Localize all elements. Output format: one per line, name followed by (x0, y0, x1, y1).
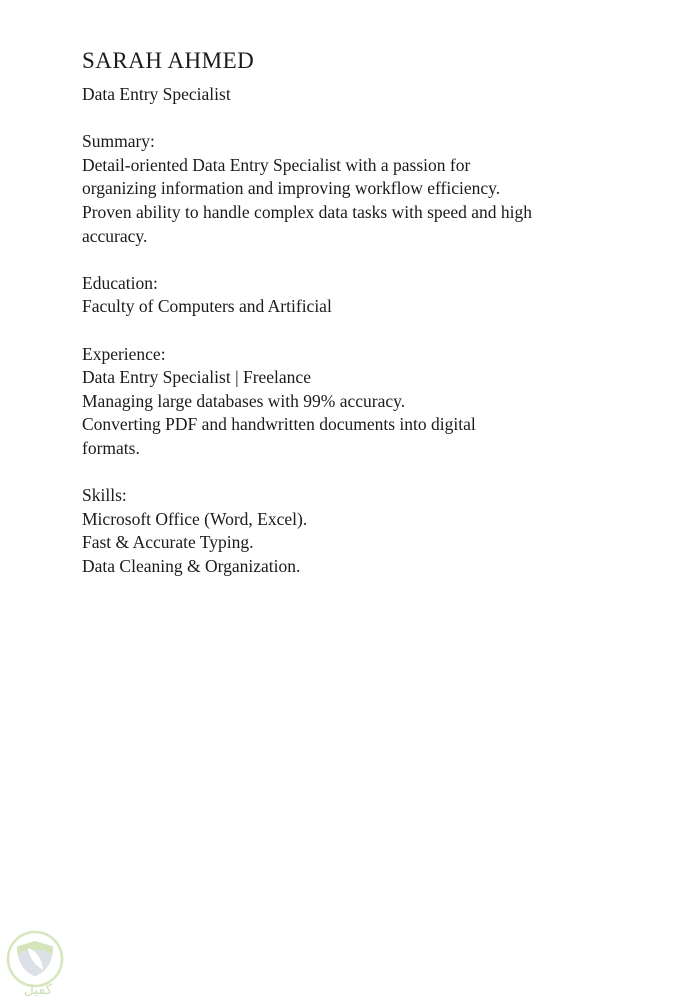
experience-line: Data Entry Specialist | Freelance (82, 367, 311, 388)
shield-badge-icon (2, 928, 68, 1000)
resume-job-title: Data Entry Specialist (82, 84, 231, 104)
education-line: Faculty of Computers and Artificial (82, 296, 332, 317)
summary-line: Proven ability to handle complex data tasks with speed and high (82, 201, 533, 222)
skills-line: Microsoft Office (Word, Excel). (82, 508, 308, 529)
experience-line: Managing large databases with 99% accuracy. (82, 390, 406, 411)
summary-line: accuracy. (82, 225, 148, 246)
section-heading: Experience: (82, 343, 166, 364)
experience-line: Converting PDF and handwritten documents into digital (82, 414, 476, 435)
section-skills (82, 484, 627, 578)
section-summary (82, 130, 627, 248)
section-education (82, 272, 627, 319)
skills-line: Data Cleaning & Organization. (82, 555, 301, 576)
summary-line: organizing information and improving workflow efficiency. (82, 178, 501, 199)
experience-line: formats. (82, 437, 140, 458)
resume-name: SARAH AHMED (82, 48, 255, 73)
watermark-text: كفيل (23, 982, 53, 998)
section-experience (82, 343, 627, 461)
section-heading: Summary: (82, 131, 155, 152)
resume-content (82, 46, 627, 578)
watermark-logo (2, 928, 68, 1000)
section-heading: Education: (82, 272, 158, 293)
section-heading: Skills: (82, 485, 127, 506)
skills-line: Fast & Accurate Typing. (82, 532, 254, 553)
summary-line: Detail-oriented Data Entry Specialist with a passion for (82, 154, 471, 175)
